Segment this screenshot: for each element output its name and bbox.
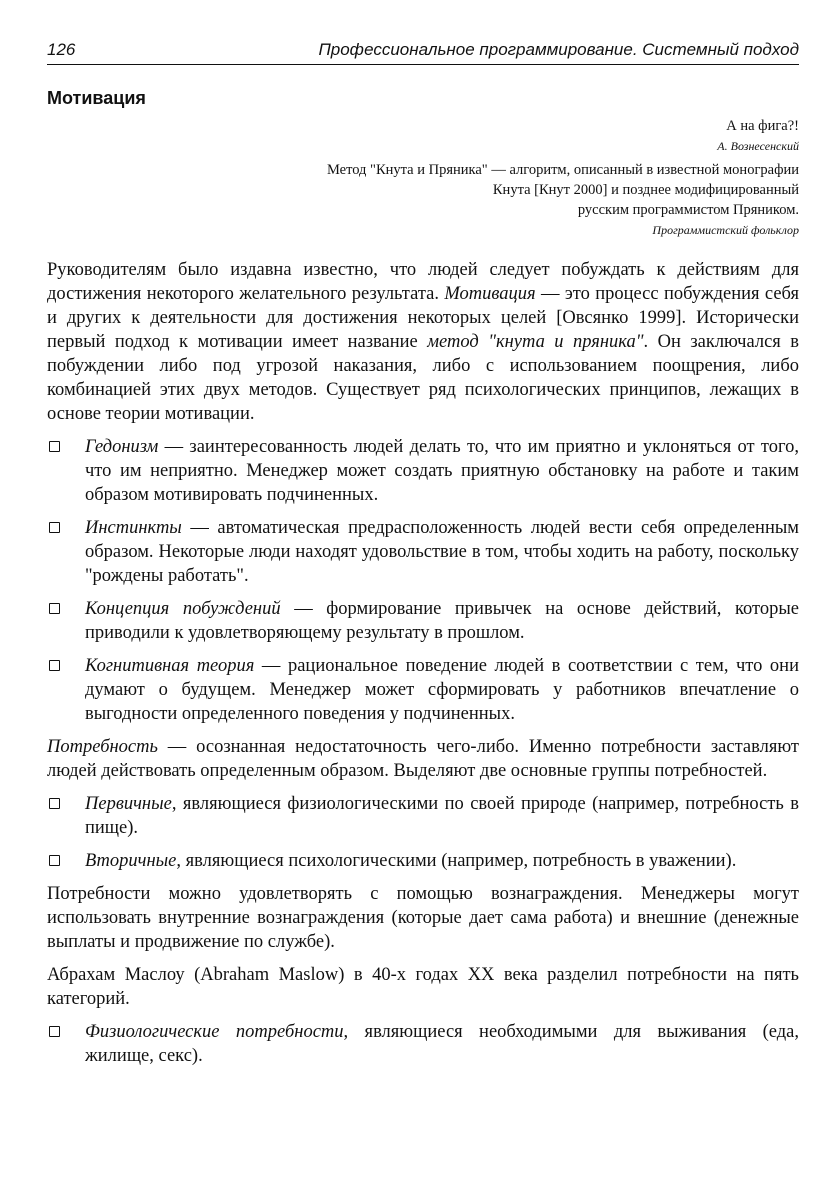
list-item-term: Гедонизм xyxy=(85,437,159,457)
list-item-term: Первичные xyxy=(85,794,172,814)
list-item-term: Концепция побуждений xyxy=(85,599,281,619)
list-item-text: — рациональное поведение людей в соответствии с тем, что они думают о будущем. Менеджер может сформировать у работников впечатление о выгодности определенного поведения у подчиненных. xyxy=(85,656,799,724)
need-paragraph xyxy=(47,735,799,783)
list-item-text: — автоматическая предрасположенность людей вести себя определенным образом. Некоторые люди находят удовольствие в том, чтобы ходить на работу, поскольку "рождены работать". xyxy=(85,518,799,586)
checkbox-bullet-icon xyxy=(49,798,60,809)
term-motivation: Мотивация xyxy=(444,284,536,304)
list-item-text: — заинтересованность людей делать то, что им приятно и уклоняться от того, что им неприятно. Менеджер может создать приятную обстановку на работе и таким образом мотивировать подчиненных. xyxy=(85,437,799,505)
checkbox-bullet-icon xyxy=(49,1026,60,1037)
list-item xyxy=(47,849,799,873)
list-item-text: — формирование привычек на основе действий, которые приводили к удовлетворяющему результату в прошлом. xyxy=(85,599,799,643)
running-header xyxy=(47,38,799,65)
epigraph-attribution: Программистский фольклор xyxy=(652,223,799,237)
section-title: Мотивация xyxy=(47,88,146,108)
checkbox-bullet-icon xyxy=(49,522,60,533)
list-item xyxy=(47,1020,799,1068)
maslow-paragraph: Абрахам Маслоу (Abraham Maslow) в 40-х годах XX века разделил потребности на пять категорий. xyxy=(47,965,799,1009)
list-item-term: Вторичные xyxy=(85,851,177,871)
list-item xyxy=(47,435,799,507)
maslow-list xyxy=(47,1020,799,1068)
checkbox-bullet-icon xyxy=(49,603,60,614)
list-item-text: , являющиеся необходимыми для выживания (еда, жилище, секс). xyxy=(85,1022,799,1066)
intro-text: Руководителям было издавна известно, что людей следует побуждать к действиям для достижения некоторого желательного результата. xyxy=(47,260,799,304)
term-carrot-stick: метод "кнута и пряника" xyxy=(427,332,644,352)
rewards-paragraph: Потребности можно удовлетворять с помощью вознаграждения. Менеджеры могут использовать внутренние вознаграждения (которые дает сама работа) и внешние (денежные выплаты и продвижение по службе). xyxy=(47,884,799,952)
term-need: Потребность xyxy=(47,737,158,757)
checkbox-bullet-icon xyxy=(49,855,60,866)
list-item xyxy=(47,654,799,726)
epigraph-line: русским программистом Пряником. xyxy=(577,202,799,218)
page-number: 126 xyxy=(47,40,76,59)
intro-text: — это процесс побуждения себя и других к деятельности для достижения некоторых целей [Овсянко 1999]. Исторически первый подход к мотивации имеет название xyxy=(47,284,799,352)
list-item-term: Инстинкты xyxy=(85,518,182,538)
intro-paragraph xyxy=(47,258,799,426)
epigraph-line: Кнута [Кнут 2000] и позднее модифицированный xyxy=(492,182,799,198)
list-item xyxy=(47,516,799,588)
principles-list xyxy=(47,435,799,726)
list-item-term: Физиологические потребности xyxy=(85,1022,344,1042)
list-item-term: Когнитивная теория xyxy=(85,656,255,676)
book-title: Профессиональное программирование. Системный подход xyxy=(318,40,799,59)
epigraph-line: Метод "Кнута и Пряника" — алгоритм, описанный в известной монографии xyxy=(326,162,799,178)
need-text: — осознанная недостаточность чего-либо. Именно потребности заставляют людей действовать определенным образом. Выделяют две основные группы потребностей. xyxy=(47,737,799,781)
list-item xyxy=(47,792,799,840)
intro-text: . Он заключался в побуждении либо под угрозой наказания, либо с использованием поощрения, либо комбинацией этих двух методов. Существует ряд психологических принципов, лежащих в основе теории мотивации. xyxy=(47,332,800,424)
body-text xyxy=(47,258,799,1077)
list-item-text: , являющиеся психологическими (например, потребность в уважении). xyxy=(176,851,737,871)
epigraph-2 xyxy=(327,160,799,240)
list-item-text: , являющиеся физиологическими по своей природе (например, потребность в пище). xyxy=(85,794,799,838)
need-groups-list xyxy=(47,792,799,873)
epigraph-line: А на фига?! xyxy=(726,118,799,134)
list-item xyxy=(47,597,799,645)
checkbox-bullet-icon xyxy=(49,660,60,671)
epigraph-attribution: А. Вознесенский xyxy=(717,139,799,153)
checkbox-bullet-icon xyxy=(49,441,60,452)
epigraph-1 xyxy=(717,116,799,156)
